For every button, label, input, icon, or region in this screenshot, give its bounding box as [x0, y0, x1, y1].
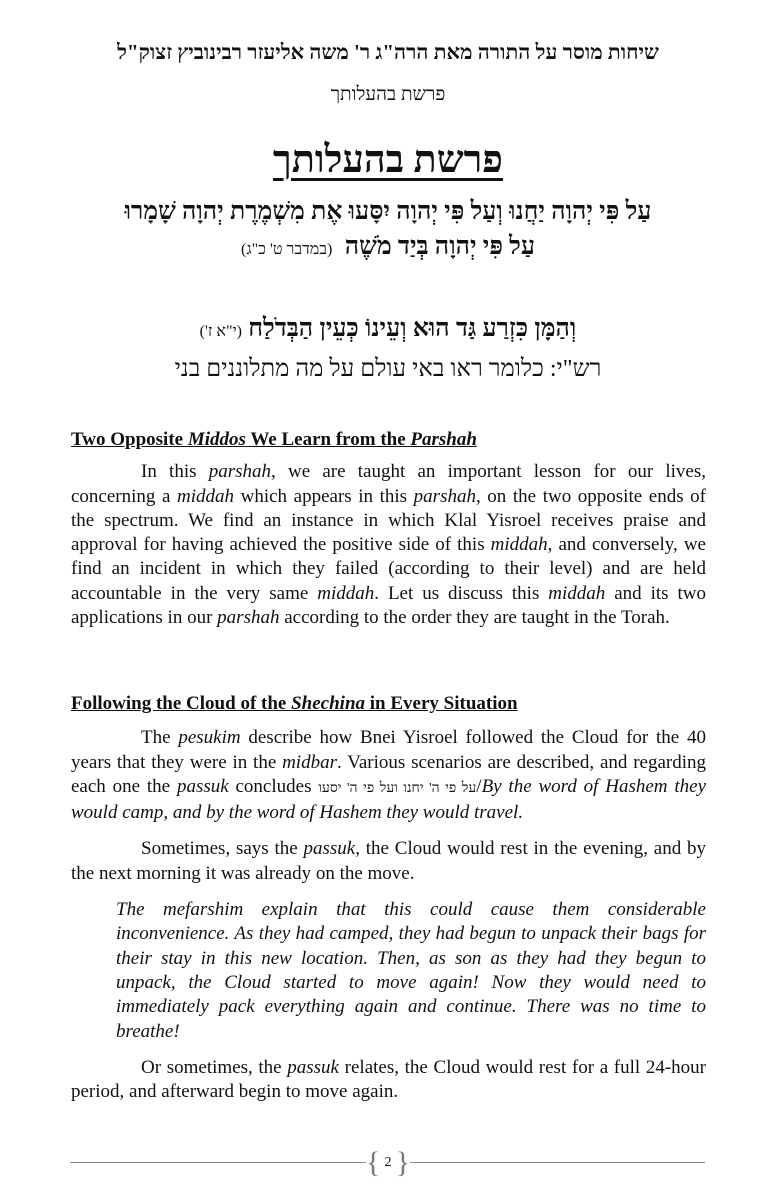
page-title: [0, 138, 776, 182]
section-2-paragraph-1: The pesukim describe how Bnei Yisroel followed the Cloud for the 40 years that they were in the midbar. Various scenarios are described, and regarding each one the passuk concludes על פי ה' יחנו ועל פי ה' יסעו/By the word of Hashem they would camp, and by the word of Hashem they would travel.: [71, 727, 707, 824]
indented-quote: The mefarshim explain that this could cause them considerable inconvenience. As they had camped, they had begun to unpack their bags for their stay in this new location. Then, as son as they had they begun to unpack, the Cloud started to move again! Now they would need to immediately pack everything again and continue. There was no time to breathe!: [116, 899, 706, 1042]
verse-source: (במדבר ט' כ"ג): [240, 241, 333, 258]
left-bracket-icon: {: [366, 1146, 381, 1179]
series-title: שיחות מוסר על התורה מאת הרה"ג ר' משה אליעזר רבינוביץ זצוק"ל: [117, 40, 659, 64]
page-number-box: [366, 1148, 410, 1178]
verse-2: [0, 315, 776, 343]
verse-2-text: וְהַמָּן כִּזְרַע גַּד הוּא וְעֵינוֹ כְּעֵין הַבְּדֹלַח: [248, 315, 577, 342]
verse-line-1: עַל פִּי יְהוָה יַחֲנוּ וְעַל פִּי יְהוָה יִסָּעוּ אֶת מִשְׁמֶרֶת יְהוָה שָׁמָרוּ: [124, 198, 652, 225]
section-2-paragraph-2: Sometimes, says the passuk, the Cloud would rest in the evening, and by the next morning it was already on the move.: [71, 838, 706, 884]
section-2-paragraph-3: Or sometimes, the passuk relates, the Cloud would rest for a full 24-hour period, and afterward begin to move again.: [71, 1056, 706, 1103]
section-2: [71, 692, 706, 1104]
section-1: [71, 428, 706, 630]
rashi-quote: רש"י: כלומר ראו באי עולם על מה מתלוננים בני: [174, 356, 602, 382]
verse-text: עַל פִּי יְהוָה בְּיַד מֹשֶׁה: [344, 233, 536, 260]
verse-line-2: [0, 233, 776, 261]
section-2-heading: Following the Cloud of the Shechina in Every Situation: [71, 693, 518, 714]
section-1-heading: Two Opposite Middos We Learn from the Parshah: [71, 429, 477, 450]
title-text: פרשת בהעלותך: [273, 139, 503, 181]
parsha-subtitle: פרשת בהעלותך: [330, 84, 446, 105]
section-1-paragraph: In this parshah, we are taught an important lesson for our lives, concerning a middah which appears in this parshah, on the two opposite ends of the spectrum. We find an instance in which Klal Yisroel receives praise and approval for having achieved the positive side of this middah, and conversely, we find an incident in which they failed (according to their level) and are held accountable in the very same middah. Let us discuss this middah and its two applications in our parshah according to the order they are taught in the Torah.: [71, 461, 707, 629]
verse-2-source: (י"א ז'): [199, 323, 242, 340]
right-bracket-icon: }: [395, 1146, 410, 1179]
page-number: 2: [384, 1155, 392, 1170]
